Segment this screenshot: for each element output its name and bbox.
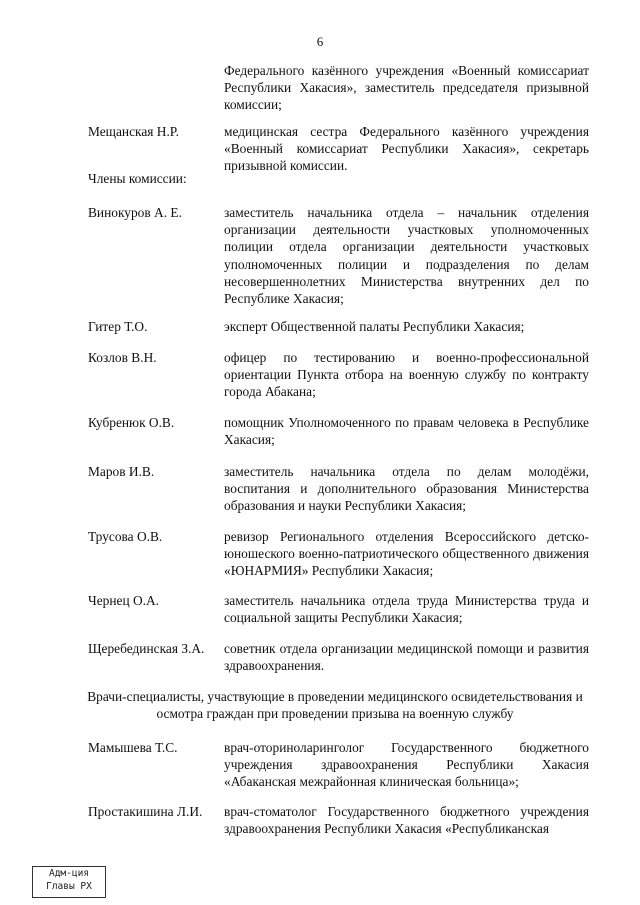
member-name: Винокуров А. Е. <box>88 205 182 220</box>
member-name: Щеребединская З.А. <box>88 641 205 656</box>
doctor-description: врач-стоматолог Государственного бюджетного учреждения здравоохранения Республики Хакасия «Республиканская <box>224 804 589 837</box>
member-description: офицер по тестированию и военно-профессиональной ориентации Пункта отбора на военную службу по контракту города Абакана; <box>224 350 589 400</box>
doctor-name: Мамышева Т.С. <box>88 740 178 755</box>
member-name: Маров И.В. <box>88 464 155 479</box>
registration-stamp <box>32 866 106 898</box>
member-description: ревизор Регионального отделения Всероссийского детско-юношеского военно-патриотического общественного движения «ЮНАРМИЯ» Республики Хакасия; <box>224 529 589 579</box>
member-name: Чернец О.А. <box>88 593 160 608</box>
member-name: Трусова О.В. <box>88 529 163 544</box>
member-name: Кубренюк О.В. <box>88 415 175 430</box>
doctor-description: врач-оториноларинголог Государственного бюджетного учреждения здравоохранения Республики Хакасия «Абаканская межрайонная клиническая больница»; <box>224 740 589 790</box>
member-description: помощник Уполномоченного по правам человека в Республике Хакасия; <box>224 415 589 448</box>
member-description: заместитель начальника отдела по делам молодёжи, воспитания и дополнительного образования Министерства образования и науки Республики Хакасия; <box>224 464 589 514</box>
member-description: заместитель начальника отдела – начальник отделения организации деятельности участковых уполномоченных полиции отдела организации деятельности участковых уполномоченных полиции и подразделения по делам несовершеннолетних Министерства внутренних дел по Республике Хакасия; <box>224 205 589 307</box>
doctors-heading: Врачи-специалисты, участвующие в проведении медицинского освидетельствования и осмотра граждан при проведении призыва на военную службу <box>87 689 583 722</box>
page-number: 6 <box>316 34 324 49</box>
member-description: советник отдела организации медицинской помощи и развития здравоохранения. <box>224 641 589 674</box>
member-name: Козлов В.Н. <box>88 350 157 365</box>
members-label: Члены комиссии: <box>88 171 187 186</box>
member-description: заместитель начальника отдела труда Министерства труда и социальной защиты Республики Хакасия; <box>224 593 589 626</box>
stamp-line: Адм-ция <box>48 868 90 879</box>
member-description: эксперт Общественной палаты Республики Хакасия; <box>224 319 525 334</box>
secretary-description: медицинская сестра Федерального казённого учреждения «Военный комиссариат Республики Хакасия», секретарь призывной комиссии. <box>224 124 589 174</box>
intro-text: Федерального казённого учреждения «Военный комиссариат Республики Хакасия», заместитель председателя призывной комиссии; <box>224 63 589 113</box>
stamp-line: Главы РХ <box>46 881 92 892</box>
doctor-name: Простакишина Л.И. <box>88 804 203 819</box>
member-name: Гитер Т.О. <box>88 319 148 334</box>
secretary-name: Мещанская Н.Р. <box>88 124 179 139</box>
